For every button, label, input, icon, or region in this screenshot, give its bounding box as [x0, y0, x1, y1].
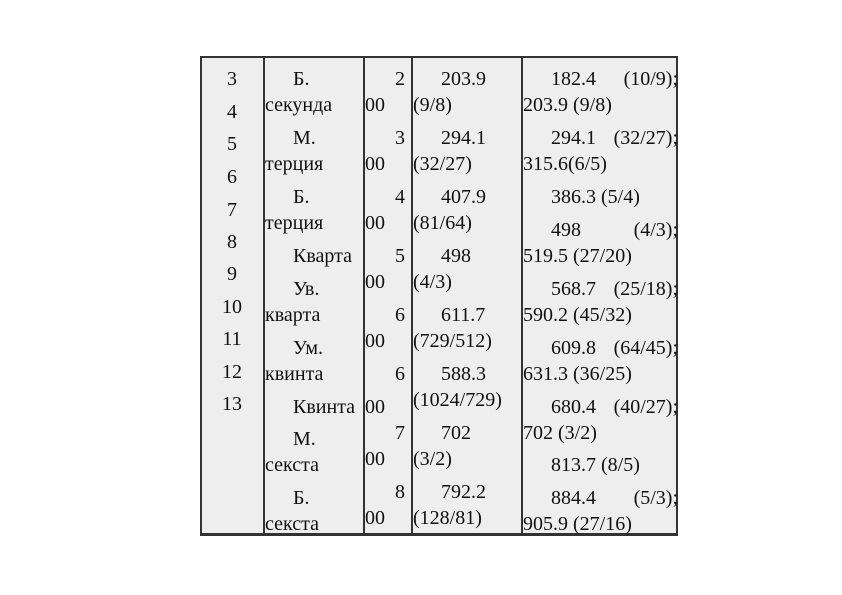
just-value: 590.2 (45/32)	[523, 304, 632, 326]
cents-value: 00	[365, 396, 385, 418]
cents-value: 00	[365, 271, 385, 293]
pythagorean-value: 294.1	[441, 127, 486, 149]
number-cell: 7	[227, 199, 237, 221]
interval-name: терция	[265, 212, 324, 234]
just-intonation-column	[523, 58, 678, 533]
just-value: 203.9 (9/8)	[523, 94, 612, 116]
cents-value: 00	[365, 153, 385, 175]
just-value: (4/3);	[633, 219, 678, 241]
just-value: 498	[551, 219, 581, 241]
interval-name: терция	[265, 153, 324, 175]
interval-name: квинта	[265, 363, 324, 385]
interval-name: секста	[265, 513, 319, 535]
interval-name: секунда	[265, 94, 333, 116]
number-cell: 12	[222, 361, 242, 383]
interval-name: Ув.	[293, 278, 320, 300]
just-value: 631.3 (36/25)	[523, 363, 632, 385]
cents-value: 2	[395, 68, 405, 90]
just-value: 813.7 (8/5)	[551, 454, 640, 476]
pythagorean-value: 407.9	[441, 186, 486, 208]
just-value: (64/45);	[613, 337, 678, 359]
just-value: (40/27);	[613, 396, 678, 418]
just-value: (10/9);	[623, 68, 678, 90]
number-cell: 10	[222, 296, 242, 318]
cents-value: 00	[365, 507, 385, 529]
pythagorean-value: 792.2	[441, 481, 486, 503]
pythagorean-value: 702	[441, 422, 471, 444]
just-value: 905.9 (27/16)	[523, 513, 632, 535]
cents-value: 6	[395, 363, 405, 385]
number-cell: 11	[222, 328, 242, 350]
interval-name: Б.	[293, 68, 310, 90]
interval-name: Б.	[293, 487, 310, 509]
cents-value: 00	[365, 212, 385, 234]
just-value: 680.4	[551, 396, 596, 418]
cents-value: 5	[395, 245, 405, 267]
just-value: 568.7	[551, 278, 596, 300]
cents-value: 7	[395, 422, 405, 444]
cents-value: 4	[395, 186, 405, 208]
pythagorean-value: (9/8)	[413, 94, 452, 116]
pythagorean-value: (4/3)	[413, 271, 452, 293]
pythagorean-value: 611.7	[441, 304, 486, 326]
just-value: 519.5 (27/20)	[523, 245, 632, 267]
just-value: 182.4	[551, 68, 596, 90]
cents-value: 00	[365, 330, 385, 352]
number-cell: 3	[227, 68, 237, 90]
cents-value: 00	[365, 94, 385, 116]
number-cell: 6	[227, 166, 237, 188]
cents-column	[365, 58, 411, 533]
just-value: 884.4	[551, 487, 596, 509]
cents-value: 8	[395, 481, 405, 503]
just-value: 294.1	[551, 127, 596, 149]
just-value: 609.8	[551, 337, 596, 359]
pythagorean-value: 498	[441, 245, 471, 267]
just-value: 315.6(6/5)	[523, 153, 607, 175]
interval-table	[200, 56, 678, 536]
just-value: (5/3);	[633, 487, 678, 509]
interval-name: Ум.	[293, 337, 324, 359]
pythagorean-value: 203.9	[441, 68, 486, 90]
number-cell: 8	[227, 231, 237, 253]
pythagorean-value: (81/64)	[413, 212, 472, 234]
interval-name: Б.	[293, 186, 310, 208]
just-value: (25/18);	[613, 278, 678, 300]
interval-name-column	[265, 58, 363, 533]
cents-value: 6	[395, 304, 405, 326]
just-value: (32/27);	[613, 127, 678, 149]
pythagorean-value: (3/2)	[413, 448, 452, 470]
interval-name: секста	[265, 454, 319, 476]
pythagorean-value: (729/512)	[413, 330, 492, 352]
cents-value: 3	[395, 127, 405, 149]
interval-name: М.	[293, 428, 316, 450]
number-cell: 4	[227, 101, 237, 123]
pythagorean-column	[413, 58, 521, 533]
number-cell: 9	[227, 263, 237, 285]
number-column	[202, 58, 263, 533]
interval-name: Квинта	[293, 396, 356, 418]
interval-name: кварта	[265, 304, 321, 326]
pythagorean-value: (1024/729)	[413, 389, 502, 411]
number-cell: 5	[227, 133, 237, 155]
cents-value: 00	[365, 448, 385, 470]
just-value: 702 (3/2)	[523, 422, 597, 444]
interval-name: М.	[293, 127, 316, 149]
pythagorean-value: 588.3	[441, 363, 486, 385]
pythagorean-value: (128/81)	[413, 507, 482, 529]
interval-name: Кварта	[293, 245, 352, 267]
pythagorean-value: (32/27)	[413, 153, 472, 175]
just-value: 386.3 (5/4)	[551, 186, 640, 208]
number-cell: 13	[222, 393, 242, 415]
